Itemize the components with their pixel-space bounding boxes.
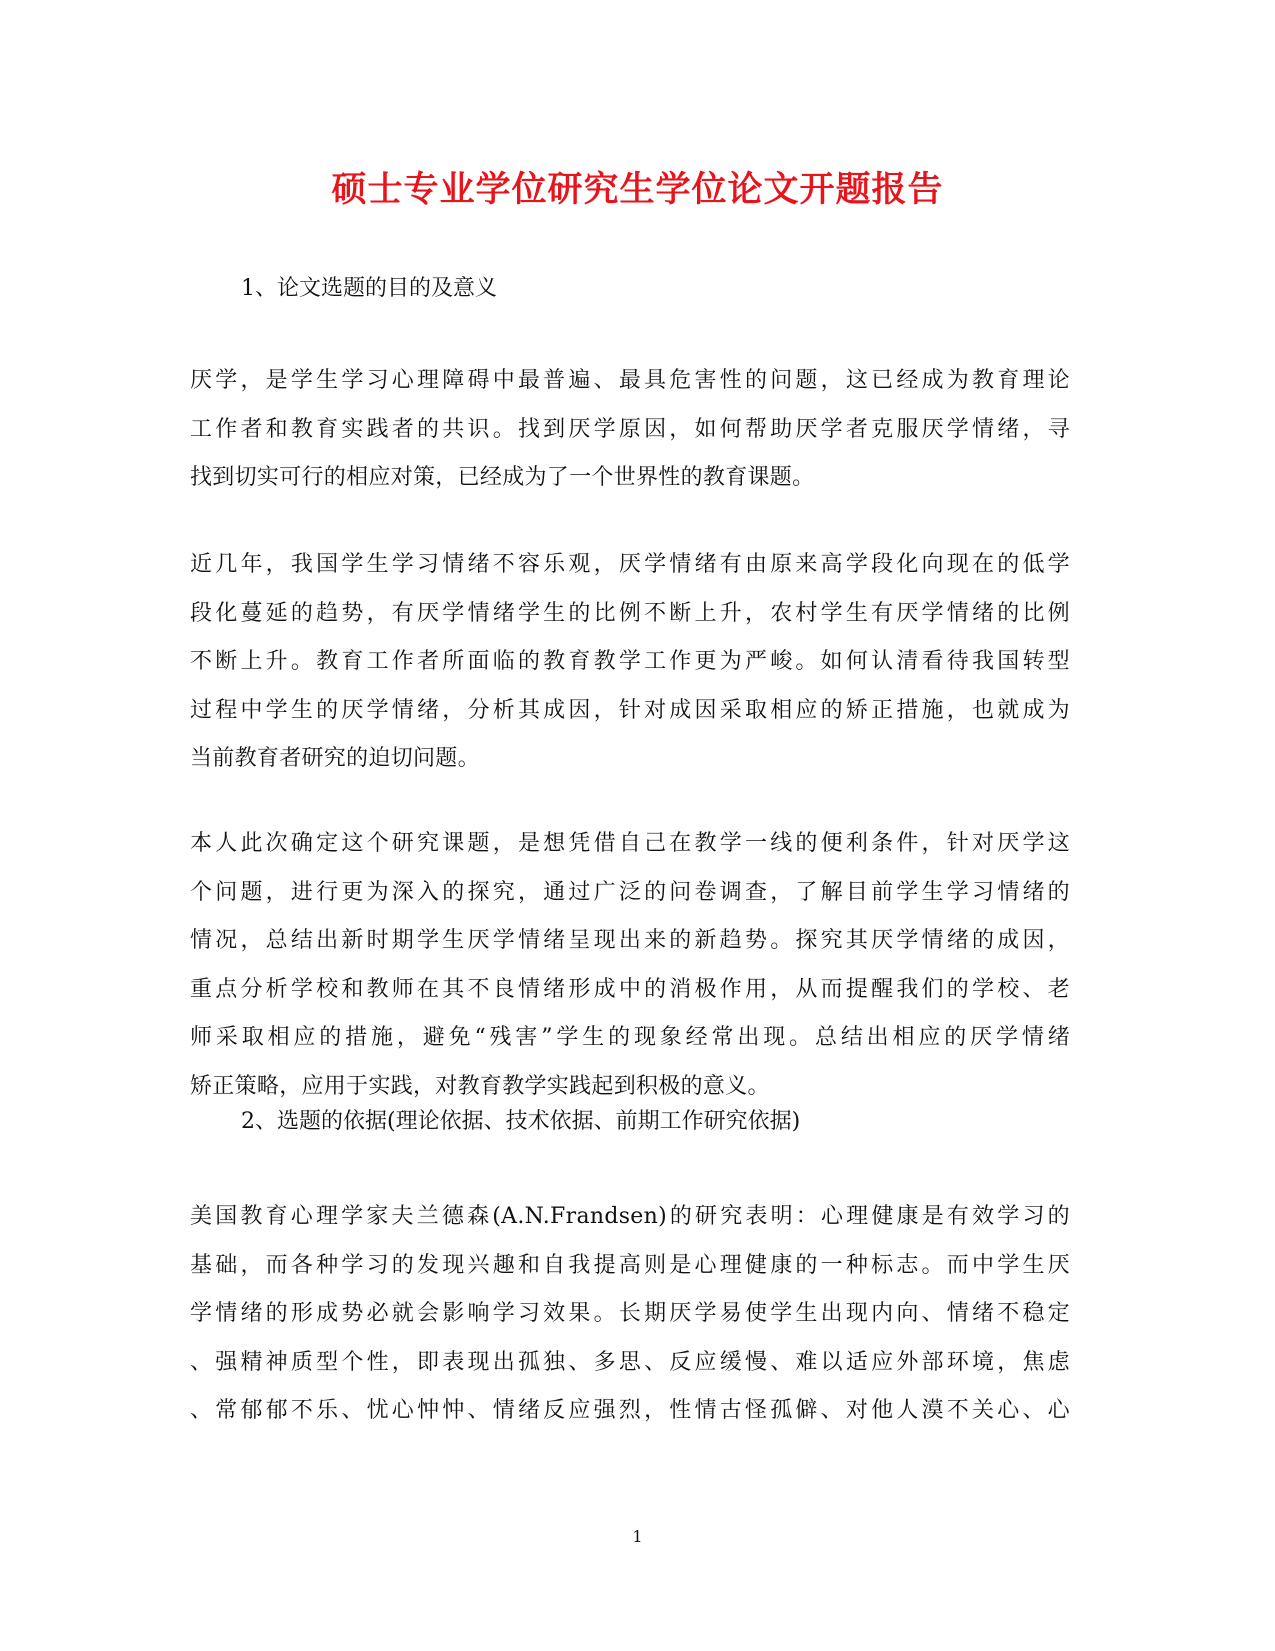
paragraph-line: 、强精神质型个性，即表现出孤独、多思、反应缓慢、难以适应外部环境，焦虑 [190,1349,1070,1375]
paragraph-line: 本人此次确定这个研究课题，是想凭借自己在教学一线的便利条件，针对厌学这 [190,831,1070,856]
paragraph-line: 情况，总结出新时期学生厌学情绪呈现出来的新趋势。探究其厌学情绪的成因， [190,928,1070,953]
page-number: 1 [632,1527,643,1546]
paragraph-line: 美国教育心理学家夫兰德森(A.N.Frandsen)的研究表明：心理健康是有效学习的 [190,1204,1070,1229]
paragraph-line: 矫正策略，应用于实践，对教育教学实践起到积极的意义。 [190,1073,770,1099]
paragraph-4 [190,1193,1070,1436]
paragraph-line: 过程中学生的厌学情绪，分析其成因，针对成因采取相应的矫正措施，也就成为 [190,697,1070,723]
paragraph-line: 当前教育者研究的迫切问题。 [190,746,480,771]
paragraph-line: 学情绪的形成势必就会影响学习效果。长期厌学易使学生出现内向、情绪不稳定 [190,1301,1070,1326]
paragraph-line: 重点分析学校和教师在其不良情绪形成中的消极作用，从而提醒我们的学校、老 [190,976,1070,1002]
paragraph-line: 个问题，进行更为深入的探究，通过广泛的问卷调查，了解目前学生学习情绪的 [190,879,1070,905]
paragraph-line: 厌学，是学生学习心理障碍中最普遍、最具危害性的问题，这已经成为教育理论 [190,368,1070,393]
paragraph-line: 近几年，我国学生学习情绪不容乐观，厌学情绪有由原来高学段化向现在的低学 [190,552,1070,577]
paragraph-2 [190,541,1070,784]
paragraph-line: 段化蔓延的趋势，有厌学情绪学生的比例不断上升，农村学生有厌学情绪的比例 [190,600,1070,626]
section-heading-2: 2、选题的依据(理论依据、技术依据、前期工作研究依据) [241,1109,801,1134]
paragraph-line: 工作者和教育实践者的共识。找到厌学原因，如何帮助厌学者克服厌学情绪，寻 [190,416,1070,442]
paragraph-line: 找到切实可行的相应对策，已经成为了一个世界性的教育课题。 [190,465,815,490]
paragraph-line: 师采取相应的措施，避免“残害”学生的现象经常出现。总结出相应的厌学情绪 [190,1025,1070,1050]
section-heading-1: 1、论文选题的目的及意义 [241,276,497,301]
paragraph-line: 不断上升。教育工作者所面临的教育教学工作更为严峻。如何认清看待我国转型 [190,649,1070,674]
paragraph-3 [190,820,1070,1111]
paragraph-line: 基础，而各种学习的发现兴趣和自我提高则是心理健康的一种标志。而中学生厌 [190,1252,1070,1278]
document-title: 硕士专业学位研究生学位论文开题报告 [331,169,944,210]
paragraph-1 [190,357,1070,503]
paragraph-line: 、常郁郁不乐、忧心忡忡、情绪反应强烈，性情古怪孤僻、对他人漠不关心、心 [190,1398,1070,1423]
